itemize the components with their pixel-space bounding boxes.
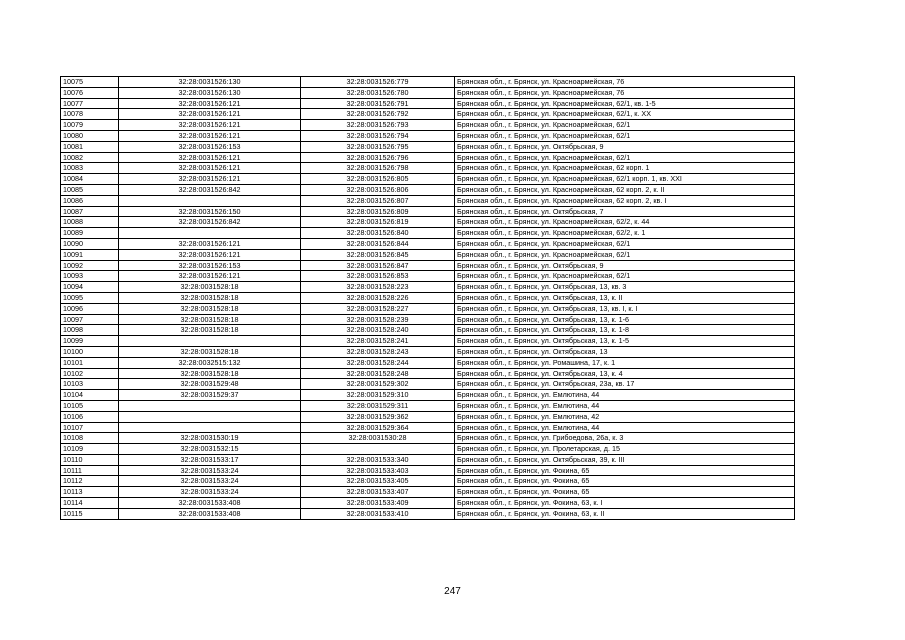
address-cell: Брянская обл., г. Брянск, ул. Красноармейская, 62 корп. 2, к. II [455,184,795,195]
object-cadastral-number-cell: 32:28:0031533:340 [301,454,455,465]
address-cell: Брянская обл., г. Брянск, ул. Красноармейская, 62 корп. 2, кв. I [455,195,795,206]
table-row [61,390,795,401]
table-row [61,195,795,206]
address-cell: Брянская обл., г. Брянск, ул. Фокина, 65 [455,487,795,498]
address-cell: Брянская обл., г. Брянск, ул. Красноармейская, 62/1 [455,271,795,282]
object-cadastral-number-cell: 32:28:0031528:240 [301,325,455,336]
cadastral-number-cell: 32:28:0031528:18 [119,303,301,314]
table-row [61,174,795,185]
row-number-cell: 10113 [61,487,119,498]
cadastral-number-cell: 32:28:0031533:24 [119,476,301,487]
address-cell: Брянская обл., г. Брянск, ул. Октябрьская, 13, кв. I, к. I [455,303,795,314]
cadastral-number-cell: 32:28:0031526:121 [119,163,301,174]
cadastral-number-cell: 32:28:0031526:153 [119,260,301,271]
table-row [61,292,795,303]
address-cell: Брянская обл., г. Брянск, ул. Красноармейская, 62/1 [455,120,795,131]
cadastral-number-cell: 32:28:0031526:842 [119,184,301,195]
cadastral-number-cell: 32:28:0031528:18 [119,368,301,379]
address-cell: Брянская обл., г. Брянск, ул. Фокина, 63, к. II [455,508,795,519]
row-number-cell: 10093 [61,271,119,282]
cadastral-number-cell [119,228,301,239]
cadastral-number-cell: 32:28:0031526:121 [119,238,301,249]
address-cell: Брянская обл., г. Брянск, ул. Ромашина, 17, к. 1 [455,357,795,368]
address-cell: Брянская обл., г. Брянск, ул. Емлютина, 44 [455,422,795,433]
row-number-cell: 10103 [61,379,119,390]
row-number-cell: 10089 [61,228,119,239]
table-row [61,303,795,314]
address-cell: Брянская обл., г. Брянск, ул. Пролетарская, д. 15 [455,444,795,455]
address-cell: Брянская обл., г. Брянск, ул. Красноармейская, 76 [455,77,795,88]
object-cadastral-number-cell: 32:28:0031528:248 [301,368,455,379]
object-cadastral-number-cell [301,444,455,455]
cadastral-number-cell: 32:28:0031526:130 [119,77,301,88]
object-cadastral-number-cell: 32:28:0031533:407 [301,487,455,498]
row-number-cell: 10085 [61,184,119,195]
table-row [61,152,795,163]
address-cell: Брянская обл., г. Брянск, ул. Красноармейская, 62/1 [455,249,795,260]
cadastral-number-cell: 32:28:0031528:18 [119,282,301,293]
object-cadastral-number-cell: 32:28:0031526:807 [301,195,455,206]
address-cell: Брянская обл., г. Брянск, ул. Октябрьская, 13 [455,346,795,357]
row-number-cell: 10078 [61,109,119,120]
row-number-cell: 10098 [61,325,119,336]
cadastral-number-cell: 32:28:0031526:121 [119,174,301,185]
cadastral-number-cell: 32:28:0031526:121 [119,98,301,109]
address-cell: Брянская обл., г. Брянск, ул. Октябрьская, 7 [455,206,795,217]
cadastral-number-cell: 32:28:0031526:121 [119,271,301,282]
cadastral-number-cell [119,411,301,422]
object-cadastral-number-cell: 32:28:0031528:227 [301,303,455,314]
table-row [61,271,795,282]
cadastral-number-cell: 32:28:0031528:18 [119,292,301,303]
cadastral-number-cell: 32:28:0031528:18 [119,325,301,336]
table-row [61,368,795,379]
cadastral-number-cell: 32:28:0031526:153 [119,141,301,152]
row-number-cell: 10076 [61,87,119,98]
table-row [61,487,795,498]
address-cell: Брянская обл., г. Брянск, ул. Грибоедова, 26а, к. 3 [455,433,795,444]
row-number-cell: 10110 [61,454,119,465]
table-row [61,120,795,131]
table-row [61,77,795,88]
object-cadastral-number-cell: 32:28:0031526:779 [301,77,455,88]
row-number-cell: 10100 [61,346,119,357]
row-number-cell: 10112 [61,476,119,487]
cadastral-number-cell: 32:28:0031526:150 [119,206,301,217]
table-row [61,400,795,411]
row-number-cell: 10096 [61,303,119,314]
registry-table [60,76,795,520]
table-row [61,422,795,433]
row-number-cell: 10101 [61,357,119,368]
cadastral-number-cell: 32:28:0031528:18 [119,314,301,325]
object-cadastral-number-cell: 32:28:0031533:403 [301,465,455,476]
table-row [61,444,795,455]
row-number-cell: 10104 [61,390,119,401]
row-number-cell: 10087 [61,206,119,217]
object-cadastral-number-cell: 32:28:0031526:844 [301,238,455,249]
row-number-cell: 10099 [61,336,119,347]
address-cell: Брянская обл., г. Брянск, ул. Октябрьская, 13, к. 1-8 [455,325,795,336]
object-cadastral-number-cell: 32:28:0031529:302 [301,379,455,390]
table-row [61,217,795,228]
row-number-cell: 10102 [61,368,119,379]
table-row [61,163,795,174]
object-cadastral-number-cell: 32:28:0031529:362 [301,411,455,422]
object-cadastral-number-cell: 32:28:0031526:809 [301,206,455,217]
object-cadastral-number-cell: 32:28:0031526:792 [301,109,455,120]
cadastral-number-cell [119,422,301,433]
table-row [61,465,795,476]
table-row [61,184,795,195]
table-row [61,357,795,368]
row-number-cell: 10111 [61,465,119,476]
row-number-cell: 10075 [61,77,119,88]
object-cadastral-number-cell: 32:28:0031526:819 [301,217,455,228]
table-row [61,325,795,336]
cadastral-number-cell: 32:28:0031528:18 [119,346,301,357]
object-cadastral-number-cell: 32:28:0031530:28 [301,433,455,444]
object-cadastral-number-cell: 32:28:0031526:853 [301,271,455,282]
cadastral-number-cell: 32:28:0031533:408 [119,508,301,519]
cadastral-number-cell: 32:28:0031526:130 [119,87,301,98]
address-cell: Брянская обл., г. Брянск, ул. Красноармейская, 62 корп. 1 [455,163,795,174]
table-row [61,508,795,519]
table-row [61,109,795,120]
address-cell: Брянская обл., г. Брянск, ул. Октябрьская, 9 [455,141,795,152]
table-row [61,454,795,465]
table-row [61,206,795,217]
address-cell: Брянская обл., г. Брянск, ул. Красноармейская, 62/1 [455,238,795,249]
row-number-cell: 10077 [61,98,119,109]
address-cell: Брянская обл., г. Брянск, ул. Октябрьская, 9 [455,260,795,271]
cadastral-number-cell: 32:28:0031529:48 [119,379,301,390]
object-cadastral-number-cell: 32:28:0031528:223 [301,282,455,293]
address-cell: Брянская обл., г. Брянск, ул. Октябрьская, 39, к. III [455,454,795,465]
table-row [61,260,795,271]
table-row [61,314,795,325]
object-cadastral-number-cell: 32:28:0031526:795 [301,141,455,152]
address-cell: Брянская обл., г. Брянск, ул. Емлютина, 42 [455,411,795,422]
address-cell: Брянская обл., г. Брянск, ул. Октябрьская, 23а, кв. 17 [455,379,795,390]
row-number-cell: 10109 [61,444,119,455]
row-number-cell: 10107 [61,422,119,433]
object-cadastral-number-cell: 32:28:0031533:405 [301,476,455,487]
table-row [61,433,795,444]
row-number-cell: 10094 [61,282,119,293]
object-cadastral-number-cell: 32:28:0031528:226 [301,292,455,303]
cadastral-number-cell [119,336,301,347]
table-row [61,336,795,347]
object-cadastral-number-cell: 32:28:0031533:410 [301,508,455,519]
object-cadastral-number-cell: 32:28:0031526:840 [301,228,455,239]
table-row [61,238,795,249]
cadastral-number-cell: 32:28:0031526:121 [119,130,301,141]
object-cadastral-number-cell: 32:28:0031526:847 [301,260,455,271]
row-number-cell: 10106 [61,411,119,422]
object-cadastral-number-cell: 32:28:0031528:243 [301,346,455,357]
row-number-cell: 10082 [61,152,119,163]
table-row [61,498,795,509]
row-number-cell: 10084 [61,174,119,185]
cadastral-number-cell: 32:28:0031529:37 [119,390,301,401]
address-cell: Брянская обл., г. Брянск, ул. Емлютина, 44 [455,400,795,411]
row-number-cell: 10091 [61,249,119,260]
address-cell: Брянская обл., г. Брянск, ул. Октябрьская, 13, к. 1-5 [455,336,795,347]
cadastral-number-cell: 32:28:0031526:121 [119,109,301,120]
address-cell: Брянская обл., г. Брянск, ул. Красноармейская, 62/1 [455,130,795,141]
cadastral-number-cell: 32:28:0031526:842 [119,217,301,228]
address-cell: Брянская обл., г. Брянск, ул. Емлютина, 44 [455,390,795,401]
object-cadastral-number-cell: 32:28:0031528:244 [301,357,455,368]
cadastral-number-cell: 32:28:0031533:24 [119,487,301,498]
object-cadastral-number-cell: 32:28:0031529:311 [301,400,455,411]
row-number-cell: 10095 [61,292,119,303]
table-row [61,228,795,239]
object-cadastral-number-cell: 32:28:0031526:793 [301,120,455,131]
table-row [61,379,795,390]
object-cadastral-number-cell: 32:28:0031526:794 [301,130,455,141]
cadastral-number-cell: 32:28:0031533:24 [119,465,301,476]
address-cell: Брянская обл., г. Брянск, ул. Красноармейская, 62/2, к. 1 [455,228,795,239]
address-cell: Брянская обл., г. Брянск, ул. Красноармейская, 62/1, кв. 1-5 [455,98,795,109]
cadastral-number-cell: 32:28:0031533:408 [119,498,301,509]
row-number-cell: 10090 [61,238,119,249]
cadastral-number-cell: 32:28:0031532:15 [119,444,301,455]
table-row [61,476,795,487]
address-cell: Брянская обл., г. Брянск, ул. Красноармейская, 62/1 [455,152,795,163]
row-number-cell: 10108 [61,433,119,444]
table-row [61,141,795,152]
row-number-cell: 10081 [61,141,119,152]
row-number-cell: 10088 [61,217,119,228]
row-number-cell: 10086 [61,195,119,206]
row-number-cell: 10092 [61,260,119,271]
address-cell: Брянская обл., г. Брянск, ул. Фокина, 65 [455,465,795,476]
cadastral-number-cell: 32:28:0031530:19 [119,433,301,444]
object-cadastral-number-cell: 32:28:0031528:241 [301,336,455,347]
address-cell: Брянская обл., г. Брянск, ул. Фокина, 65 [455,476,795,487]
object-cadastral-number-cell: 32:28:0031526:845 [301,249,455,260]
address-cell: Брянская обл., г. Брянск, ул. Фокина, 63, к. I [455,498,795,509]
row-number-cell: 10114 [61,498,119,509]
object-cadastral-number-cell: 32:28:0031533:409 [301,498,455,509]
cadastral-number-cell: 32:28:0031533:17 [119,454,301,465]
object-cadastral-number-cell: 32:28:0031529:364 [301,422,455,433]
cadastral-number-cell: 32:28:0031526:121 [119,249,301,260]
address-cell: Брянская обл., г. Брянск, ул. Октябрьская, 13, кв. 3 [455,282,795,293]
table-row [61,130,795,141]
row-number-cell: 10105 [61,400,119,411]
object-cadastral-number-cell: 32:28:0031526:806 [301,184,455,195]
object-cadastral-number-cell: 32:28:0031526:780 [301,87,455,98]
address-cell: Брянская обл., г. Брянск, ул. Красноармейская, 62/1, к. XX [455,109,795,120]
table-row [61,411,795,422]
address-cell: Брянская обл., г. Брянск, ул. Красноармейская, 62/2, к. 44 [455,217,795,228]
row-number-cell: 10080 [61,130,119,141]
row-number-cell: 10079 [61,120,119,131]
table-row [61,249,795,260]
object-cadastral-number-cell: 32:28:0031526:796 [301,152,455,163]
cadastral-number-cell [119,400,301,411]
table-row [61,282,795,293]
row-number-cell: 10083 [61,163,119,174]
table-row [61,346,795,357]
address-cell: Брянская обл., г. Брянск, ул. Красноармейская, 62/1 корп. 1, кв. XXI [455,174,795,185]
object-cadastral-number-cell: 32:28:0031528:239 [301,314,455,325]
cadastral-number-cell: 32:28:0032515:132 [119,357,301,368]
table-row [61,98,795,109]
address-cell: Брянская обл., г. Брянск, ул. Октябрьская, 13, к. II [455,292,795,303]
object-cadastral-number-cell: 32:28:0031526:805 [301,174,455,185]
cadastral-number-cell: 32:28:0031526:121 [119,120,301,131]
table-row [61,87,795,98]
object-cadastral-number-cell: 32:28:0031526:798 [301,163,455,174]
object-cadastral-number-cell: 32:28:0031529:310 [301,390,455,401]
address-cell: Брянская обл., г. Брянск, ул. Красноармейская, 76 [455,87,795,98]
row-number-cell: 10115 [61,508,119,519]
page-number: 247 [444,586,461,597]
object-cadastral-number-cell: 32:28:0031526:791 [301,98,455,109]
cadastral-number-cell [119,195,301,206]
address-cell: Брянская обл., г. Брянск, ул. Октябрьская, 13, к. 4 [455,368,795,379]
registry-table-body [61,77,795,520]
row-number-cell: 10097 [61,314,119,325]
address-cell: Брянская обл., г. Брянск, ул. Октябрьская, 13, к. 1-6 [455,314,795,325]
cadastral-number-cell: 32:28:0031526:121 [119,152,301,163]
